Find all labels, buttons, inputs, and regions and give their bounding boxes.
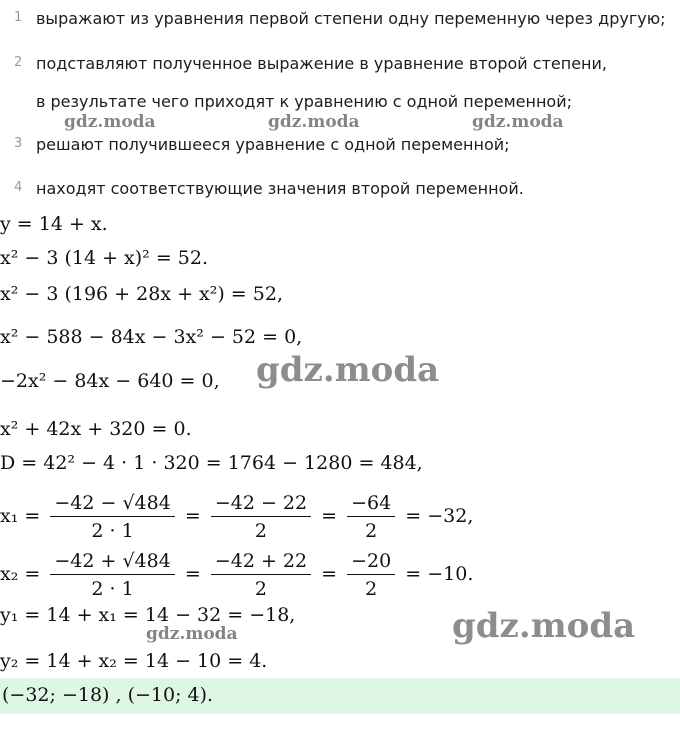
fraction	[211, 492, 311, 542]
denominator: 2	[254, 578, 268, 600]
answer-box	[0, 678, 680, 714]
step-text: находят соответствующие значения второй переменной.	[36, 179, 524, 198]
equals-sign: =	[184, 505, 201, 527]
numerator: −42 − √484	[50, 492, 174, 517]
watermark: gdz.moda	[64, 112, 156, 132]
x2-lhs: x₂ =	[0, 563, 41, 585]
step-text: выражают из уравнения первой степени одну переменную через другую;	[36, 9, 666, 28]
numerator: −42 + 22	[211, 550, 311, 575]
step-number: 1	[14, 10, 23, 25]
denominator: 2	[254, 520, 268, 542]
numerator: −64	[347, 492, 395, 517]
equals-sign: =	[184, 563, 201, 585]
step-text: подставляют полученное выражение в уравнение второй степени, в результате чего приходят к уравнению с одной переменной;	[36, 54, 607, 111]
fraction	[211, 550, 311, 600]
solution-line: x² − 588 − 84x − 3x² − 52 = 0,	[0, 326, 303, 348]
watermark: gdz.moda	[472, 112, 564, 132]
step-number: 2	[14, 55, 23, 70]
x1-result: = −32,	[405, 505, 474, 527]
watermark: gdz.moda	[268, 112, 360, 132]
numerator: −42 − 22	[211, 492, 311, 517]
fraction	[347, 492, 395, 542]
denominator: 2	[365, 520, 378, 542]
solution-x2	[0, 550, 473, 600]
solution-x1	[0, 492, 473, 542]
numerator: −42 + √484	[50, 550, 174, 575]
solution-line: y = 14 + x.	[0, 213, 108, 235]
denominator: 2	[365, 578, 378, 600]
answer-text: (−32; −18) , (−10; 4).	[2, 684, 214, 706]
watermark: gdz.moda	[146, 624, 238, 644]
solution-line: x² − 3 (196 + 28x + x²) = 52,	[0, 283, 283, 305]
denominator: 2 · 1	[91, 520, 134, 542]
watermark: gdz.moda	[256, 350, 440, 390]
fraction	[50, 492, 174, 542]
solution-line: x² + 42x + 320 = 0.	[0, 418, 192, 440]
equals-sign: =	[321, 563, 338, 585]
denominator: 2 · 1	[91, 578, 134, 600]
equals-sign: =	[321, 505, 338, 527]
solution-line: y₁ = 14 + x₁ = 14 − 32 = −18,	[0, 604, 296, 626]
numerator: −20	[347, 550, 395, 575]
x2-result: = −10.	[405, 563, 474, 585]
fraction	[347, 550, 395, 600]
solution-line: D = 42² − 4 · 1 · 320 = 1764 − 1280 = 484,	[0, 452, 423, 474]
solution-line: −2x² − 84x − 640 = 0,	[0, 370, 220, 392]
step-number: 4	[14, 180, 23, 195]
solution-line: x² − 3 (14 + x)² = 52.	[0, 247, 209, 269]
x1-lhs: x₁ =	[0, 505, 41, 527]
step-text: решают получившееся уравнение с одной переменной;	[36, 135, 510, 154]
fraction	[50, 550, 174, 600]
watermark: gdz.moda	[452, 606, 636, 646]
step-number: 3	[14, 136, 23, 151]
solution-line: y₂ = 14 + x₂ = 14 − 10 = 4.	[0, 650, 268, 672]
